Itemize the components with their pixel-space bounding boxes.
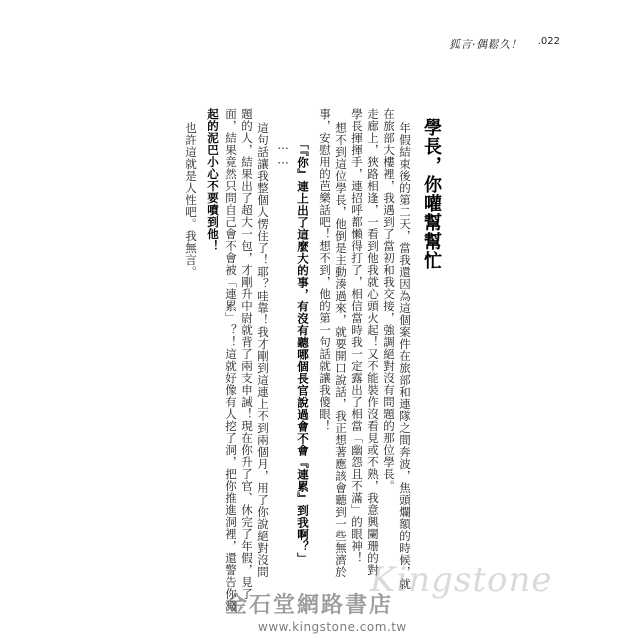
body-column-6: 事，安慰用的芭樂話吧！想不到，他的第一句話就讓我傻眼！ bbox=[318, 108, 332, 432]
body-column-3: 走廊上，狹路相逢，一看到他我就心頭火起！又不能裝作沒看見或不熟，我意興闌珊的對 bbox=[366, 108, 380, 576]
watermark-logo-latin: Kingstone bbox=[370, 560, 553, 600]
body-column-1: 年假結束後的第二天，當我還因為這個案件在旅部和連隊之間奔波，焦頭爛額的時候，就 bbox=[398, 122, 412, 590]
body-column-12: 起的泥巴小心不要噴到他！ bbox=[206, 108, 220, 252]
body-column-2: 在旅部大樓裡，我遇到了當初和我交接，強調絕對沒有問題的那位學長。 bbox=[382, 108, 396, 492]
body-column-5: 想不到這位學長，他倒是主動湊過來，就要開口說話，我正想著應該會聽到一些無濟於 bbox=[334, 122, 348, 578]
watermark-logo-cjk: 金石堂網路書店 bbox=[225, 592, 394, 618]
page-number: .022 bbox=[537, 36, 560, 47]
watermark-url: www.kingstone.com.tw bbox=[258, 620, 407, 634]
running-head: 狐言·偶鬆久！ bbox=[449, 38, 522, 51]
body-column-13: 也許這就是人性吧。我無言。 bbox=[184, 122, 198, 278]
body-column-11: 面，結果竟然只問自己會不會被「連累」？！這就好像有人挖了洞，把你推進洞裡，還警告你濺 bbox=[224, 108, 238, 612]
body-column-ellipsis: …… bbox=[276, 138, 290, 167]
body-column-4: 學長揮揮手，連招呼都懶得打了，相信當時我一定露出了相當「幽怨且不滿」的眼神！ bbox=[350, 108, 364, 564]
chapter-title: 學長，你嚾幫幫忙 bbox=[421, 118, 442, 270]
body-column-10: 題的人，結果出了超大一包，才剛升中尉就背了兩支申誡！現在你升了官、休完了年假，見了 bbox=[240, 108, 254, 600]
body-column-9: 這句話讓我整個人愣住了！耶？哇靠！我才剛到這連上不到兩個月，用了你說絕對沒問 bbox=[256, 122, 270, 578]
body-column-quote: 「『你』連上出了這麼大的事，有沒有聽哪個長官說過會不會『連累』到我啊？」 bbox=[296, 138, 310, 565]
